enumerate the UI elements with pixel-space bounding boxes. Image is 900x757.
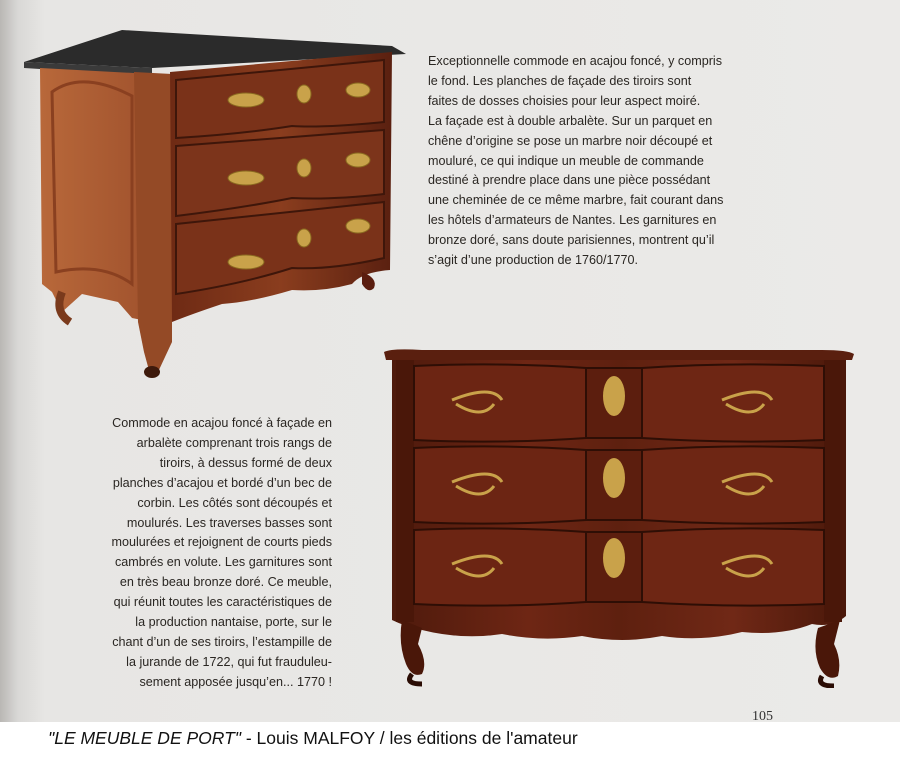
description-line: une cheminée de ce même marbre, fait courant dans [428,193,724,208]
book-title: "LE MEUBLE DE PORT" [48,728,241,748]
lower-description [80,414,332,693]
book-caption [48,728,578,749]
description-line: Exceptionnelle commode en acajou foncé, y compris [428,54,723,68]
description-line: La façade est à double arbalète. Sur un parquet en [428,113,713,128]
description-line: destiné à prendre place dans une pièce possédant [428,173,711,188]
description-line: moulurés. Les traverses basses sont [126,515,332,530]
description-line: faites de dosses choisies pour leur aspect moiré. [428,93,701,108]
upper-description [428,52,758,271]
commode-marble-top-photo [22,22,410,384]
description-line: Commode en acajou foncé à façade en [112,416,332,430]
description-line: en très beau bronze doré. Ce meuble, [119,575,332,590]
description-line: chant d’un de ses tiroirs, l’estampille de [112,634,332,649]
commode-frontal-photo [382,344,856,688]
description-line: mouluré, ce qui indique un meuble de commande [428,153,704,168]
description-line: la jurande de 1722, qui fut frauduleu- [126,654,332,669]
page-number: 105 [752,709,773,724]
description-line: sement apposée jusqu’en... 1770 ! [139,674,332,689]
description-line: les hôtels d’armateurs de Nantes. Les garnitures en [428,213,717,228]
description-line: la production nantaise, porte, sur le [135,615,332,630]
description-line: s’agit d’une production de 1760/1770. [428,253,639,268]
description-line: cambrés en volute. Les garnitures sont [114,555,332,570]
description-line: arbalète comprenant trois rangs de [136,435,332,450]
description-line: qui réunit toutes les caractéristiques de [113,595,332,610]
description-line: tiroirs, à dessus formé de deux [159,455,332,470]
description-line: moulurées et rejoignent de courts pieds [111,535,332,550]
description-line: bronze doré, sans doute parisiennes, montrent qu’il [428,233,715,248]
book-author-publisher: - Louis MALFOY / les éditions de l'amateur [241,728,578,748]
description-line: le fond. Les planches de façade des tiroirs sont [428,73,692,88]
description-line: planches d’acajou et bordé d’un bec de [112,475,332,490]
description-line: corbin. Les côtés sont découpés et [137,495,332,510]
description-line: chêne d’origine se pose un marbre noir découpé et [428,133,713,148]
